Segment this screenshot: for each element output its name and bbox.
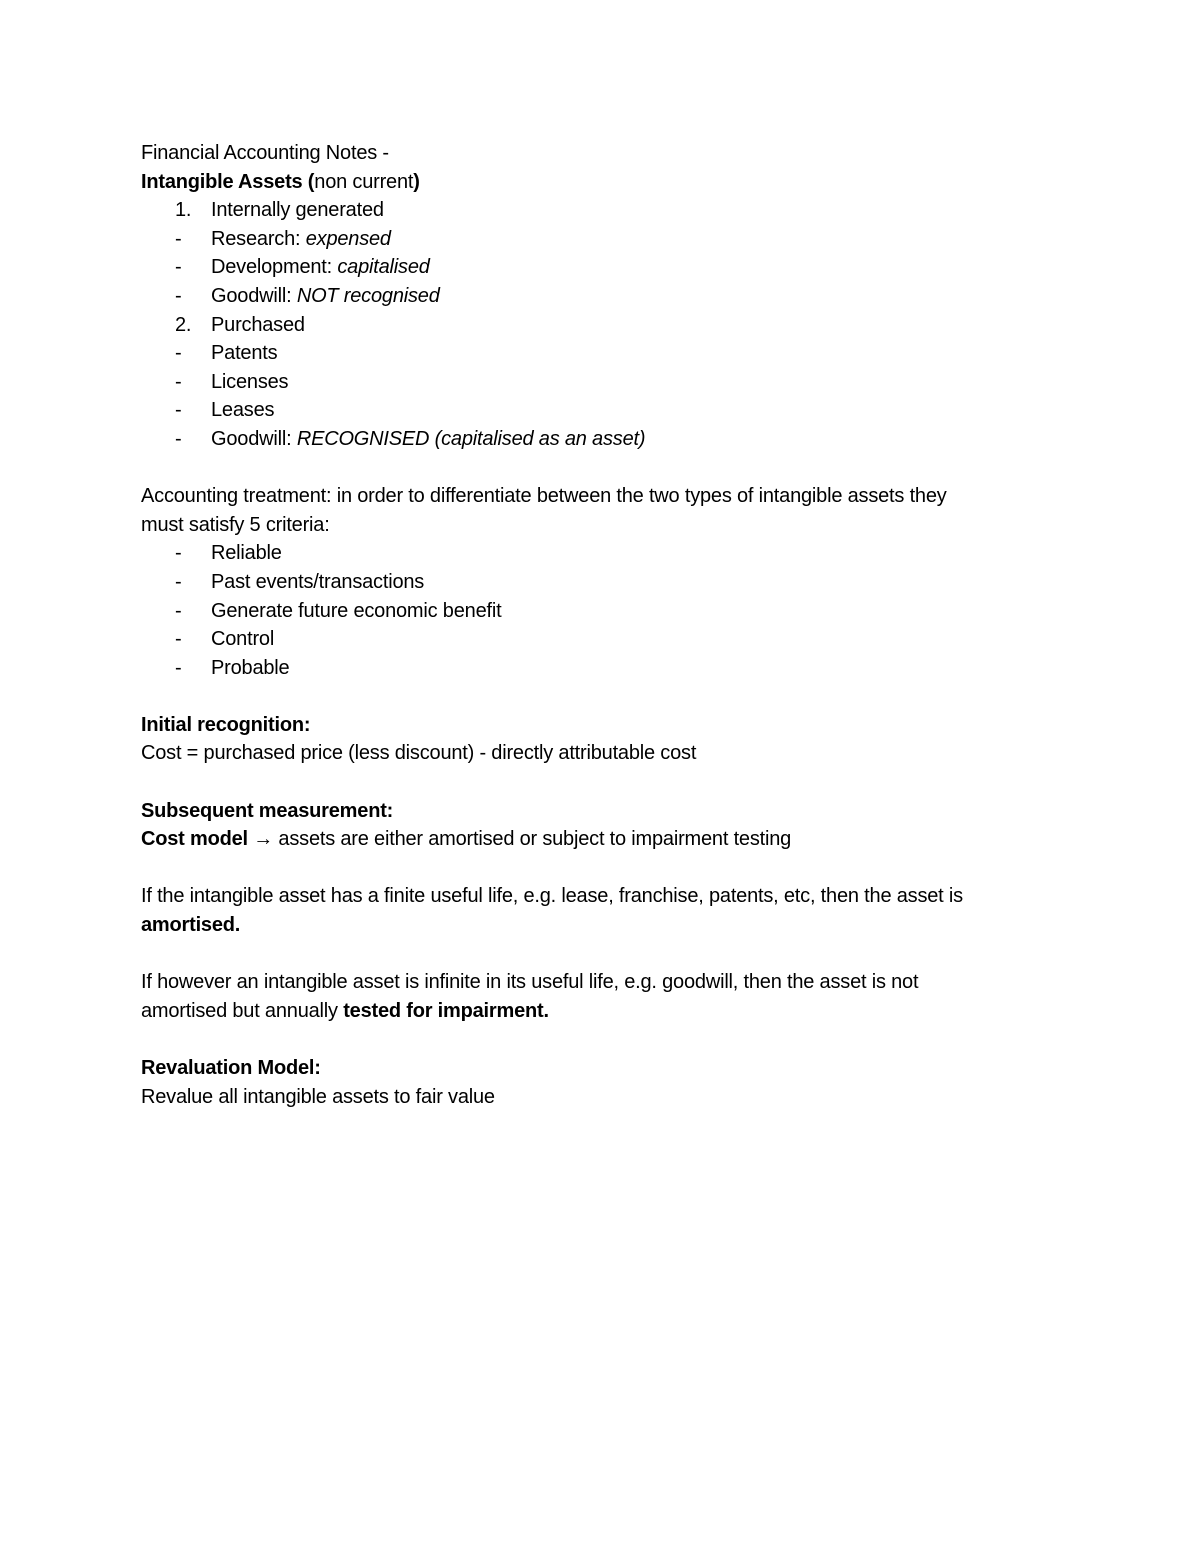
- document-page: [141, 139, 1061, 1111]
- revaluation-model-heading: Revaluation Model:: [141, 1057, 321, 1079]
- initial-recognition-text: Cost = purchased price (less discount) - directly attributable cost: [141, 742, 697, 765]
- list-item-text: Probable: [211, 656, 290, 679]
- list-marker: -: [175, 599, 182, 622]
- list-marker: -: [175, 542, 182, 565]
- spacer: [141, 1025, 1061, 1054]
- list-item-text: Generate future economic benefit: [211, 599, 502, 622]
- list-item-text: Leases: [211, 399, 275, 422]
- infinite-paragraph-line1: If however an intangible asset is infinite in its useful life, e.g. goodwill, then the asset is not: [141, 971, 919, 994]
- list-item: [141, 568, 1061, 597]
- list-item: [141, 396, 1061, 425]
- list-marker: -: [175, 370, 182, 393]
- list-item-text: Reliable: [211, 542, 282, 565]
- list-item-text: Purchased: [211, 313, 305, 336]
- list-item-text: Development:: [211, 256, 338, 279]
- list-item: [141, 311, 1061, 340]
- list-item: [141, 196, 1061, 225]
- infinite-line2-normal: amortised but annually: [141, 999, 344, 1022]
- list-marker: 1.: [175, 199, 192, 222]
- intangible-list: [141, 196, 1061, 453]
- list-marker: -: [175, 342, 182, 365]
- list-item-text: Goodwill:: [211, 427, 297, 450]
- cost-model-text: → assets are either amortised or subject to impairment testing: [247, 828, 792, 851]
- subsequent-measurement-heading: Subsequent measurement:: [141, 799, 394, 822]
- intangible-heading-bold: Intangible Assets (: [141, 170, 315, 193]
- infinite-line2-bold: tested for impairment.: [343, 999, 549, 1022]
- list-item-text: Control: [211, 628, 275, 651]
- list-item-text: Past events/transactions: [211, 570, 425, 593]
- list-item: [141, 282, 1061, 311]
- spacer: [141, 768, 1061, 797]
- list-item: [141, 225, 1061, 254]
- spacer: [141, 854, 1061, 883]
- list-item-emphasis: RECOGNISED (capitalised as an asset): [296, 427, 646, 450]
- list-marker: -: [175, 570, 182, 593]
- infinite-paragraph-line2: [141, 997, 1061, 1026]
- list-item-emphasis: expensed: [305, 227, 391, 250]
- document-title: Financial Accounting Notes -: [141, 142, 389, 164]
- list-marker: -: [175, 284, 182, 307]
- spacer: [141, 454, 1061, 483]
- list-marker: -: [175, 656, 182, 679]
- list-item: [141, 654, 1061, 683]
- intangible-heading-close: ): [413, 170, 420, 193]
- criteria-list: [141, 539, 1061, 682]
- list-item: [141, 597, 1061, 626]
- list-item: [141, 539, 1061, 568]
- list-item: [141, 339, 1061, 368]
- list-item-emphasis: NOT recognised: [296, 284, 440, 307]
- list-marker: 2.: [175, 313, 192, 336]
- spacer: [141, 682, 1061, 711]
- list-item-text: Research:: [211, 227, 306, 250]
- list-item-text: Licenses: [211, 370, 289, 393]
- treatment-paragraph-line1: Accounting treatment: in order to differentiate between the two types of intangible assets they: [141, 485, 947, 508]
- list-item: [141, 368, 1061, 397]
- treatment-paragraph-line2: must satisfy 5 criteria:: [141, 513, 330, 536]
- list-item: [141, 625, 1061, 654]
- spacer: [141, 940, 1061, 969]
- finite-paragraph-line1: If the intangible asset has a finite useful life, e.g. lease, franchise, patents, etc, then the asset is: [141, 885, 963, 908]
- list-item-text: Patents: [211, 342, 278, 365]
- revaluation-model-text: Revalue all intangible assets to fair value: [141, 1085, 495, 1108]
- list-marker: -: [175, 427, 182, 450]
- list-item: [141, 253, 1061, 282]
- list-marker: -: [175, 399, 182, 422]
- list-item-text: Internally generated: [211, 199, 384, 222]
- list-item: [141, 425, 1061, 454]
- cost-model-label: Cost model: [141, 828, 248, 851]
- list-item-text: Goodwill:: [211, 284, 297, 307]
- finite-paragraph-line2: amortised.: [141, 914, 241, 937]
- initial-recognition-heading: Initial recognition:: [141, 713, 311, 736]
- cost-model-line: [141, 825, 1061, 854]
- list-item-emphasis: capitalised: [337, 256, 430, 279]
- list-marker: -: [175, 256, 182, 279]
- intangible-heading-normal: non current: [314, 170, 414, 193]
- list-marker: -: [175, 227, 182, 250]
- list-marker: -: [175, 628, 182, 651]
- intangible-assets-heading: [141, 168, 1061, 197]
